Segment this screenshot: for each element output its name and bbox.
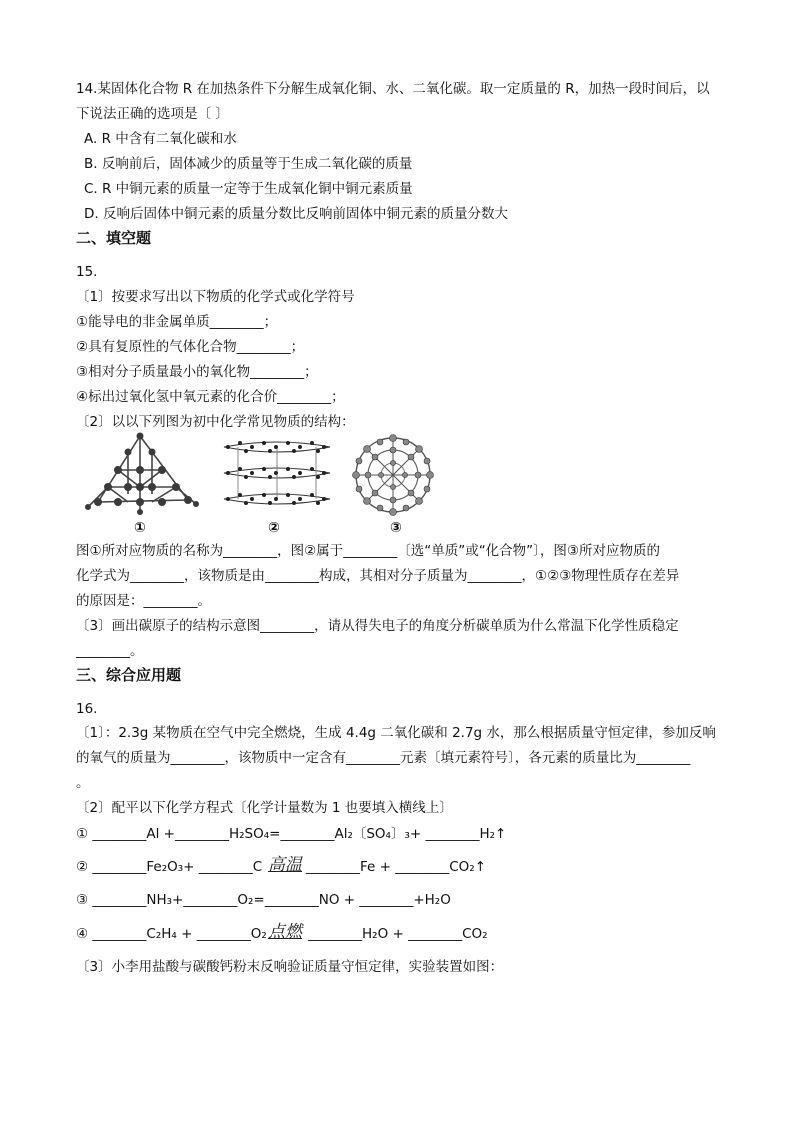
figure-label-1: ①: [134, 520, 146, 536]
equation-4-right: ________H₂O + ________CO₂: [308, 926, 488, 942]
q14-option-a: A. R 中含有二氧化碳和水: [84, 131, 237, 147]
q15-part3-line1: 〔3〕画出碳原子的结构示意图________，请从得失电子的角度分析碳单质为什么常温下化学性质稳定: [76, 618, 679, 634]
q16-part1-line3: 。: [76, 775, 90, 791]
q15-part2-line3: 的原因是：________。: [76, 593, 211, 609]
q15-part2-line2: 化学式为________，该物质是由________构成，其相对分子质量为________，①②③物理性质存在差异: [76, 568, 680, 584]
figure-label-2: ②: [268, 520, 280, 536]
q15-number: 15.: [76, 264, 98, 280]
equation-1: ① ________Al +________H₂SO₄=________Al₂〔SO₄〕₃+ ________H₂↑: [76, 826, 507, 842]
q16-part1-line2: 的氧气的质量为________，该物质中一定含有________元素〔填元素符号〕，各元素的质量比为________: [76, 750, 691, 766]
q15-item1: ①能导电的非金属单质________；: [76, 314, 278, 330]
diamond-structure-figure: [78, 432, 200, 521]
q14-stem-line2: 下说法正确的选项是〔 〕: [76, 106, 229, 122]
q15-part2-line1: 图①所对应物质的名称为________，图②属于________〔选“单质”或“化合物”〕，图③所对应物质的: [76, 543, 661, 559]
figure-label-3: ③: [390, 520, 402, 536]
q16-number: 16.: [76, 701, 98, 717]
q15-part2-heading: 〔2〕以以下列图为初中化学常见物质的结构：: [76, 414, 355, 430]
q15-item3: ③相对分子质量最小的氧化物________；: [76, 364, 318, 380]
q14-stem-line1: 14.某固体化合物 R 在加热条件下分解生成氧化铜、水、二氧化碳。取一定质量的 R，加热一段时间后，以: [76, 81, 710, 97]
equation-3: ③ ________NH₃+________O₂=________NO + ________+H₂O: [76, 892, 451, 908]
condition-high-temperature: 高温: [268, 855, 302, 875]
q14-option-c: C. R 中铜元素的质量一定等于生成氧化铜中铜元素质量: [84, 181, 413, 197]
equation-4-left: ④ ________C₂H₄ + ________O₂: [76, 926, 267, 942]
section-heading-fill-in: 二、填空题: [76, 229, 152, 247]
section-heading-application: 三、综合应用题: [76, 666, 182, 684]
q16-part3-line: 〔3〕小李用盐酸与碳酸钙粉末反响验证质量守恒定律，实验装置如图：: [76, 959, 504, 975]
condition-ignite: 点燃: [268, 922, 302, 942]
q15-part1-heading: 〔1〕按要求写出以下物质的化学式或化学符号: [76, 289, 355, 305]
q14-option-d: D. 反响后固体中铜元素的质量分数比反响前固体中铜元素的质量分数大: [84, 206, 508, 222]
q15-part3-line2: ________。: [76, 643, 144, 659]
q16-part2-heading: 〔2〕配平以下化学方程式〔化学计量数为 1 也要填入横线上〕: [76, 800, 453, 816]
q15-item2: ②具有复原性的气体化合物________；: [76, 339, 305, 355]
equation-2-left: ② ________Fe₂O₃+ ________C: [76, 859, 263, 875]
graphite-structure-figure: [218, 435, 336, 519]
q15-item4: ④标出过氧化氢中氧元素的化合价________；: [76, 389, 345, 405]
fullerene-structure-figure: [350, 434, 436, 520]
q16-part1-line1: 〔1〕：2.3g 某物质在空气中完全燃烧，生成 4.4g 二氧化碳和 2.7g 水，那么根据质量守恒定律，参加反响: [76, 725, 716, 741]
equation-2-right: ________Fe + ________CO₂↑: [306, 859, 487, 875]
q14-option-b: B. 反响前后，固体减少的质量等于生成二氧化碳的质量: [84, 156, 413, 172]
